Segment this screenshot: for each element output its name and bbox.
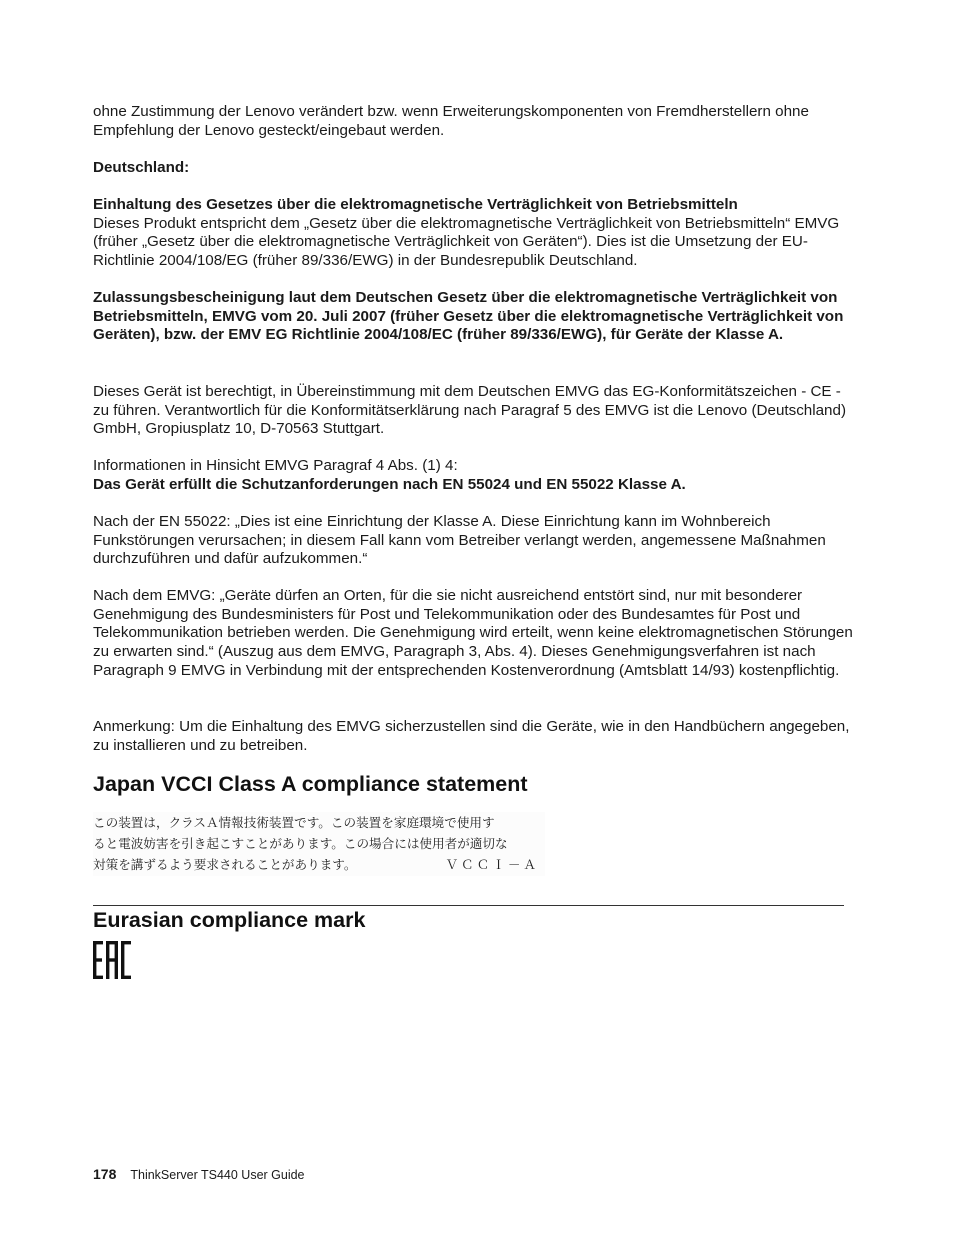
page-footer (93, 1166, 305, 1182)
zulassung-heading: Zulassungsbescheinigung laut dem Deutschen Gesetz über die elektromagnetische Verträglichkeit von Betriebsmitteln, EMVG vom 20. Juli 2007 (früher Gesetz über die elektromagnetische Verträglichkeit von Geräten), bzw. der EMV EG Richtlinie 2004/108/EC (früher 89/336/EWG), für Geräte der Klasse A. (93, 289, 844, 344)
emvg-heading: Einhaltung des Gesetzes über die elektromagnetische Verträglichkeit von Betriebsmitteln (93, 196, 738, 213)
emvg-section (93, 196, 853, 271)
deutschland-label: Deutschland: (93, 159, 190, 176)
en55022-paragraph: Nach der EN 55022: „Dies ist eine Einrichtung der Klasse A. Diese Einrichtung kann im Wohnbereich Funkstörungen verursachen; in diesem Fall kann vom Betreiber verlangt werden, angemessene Maßnahmen durchzuführen und dafür aufzukommen.“ (93, 513, 826, 568)
anmerkung-paragraph: Anmerkung: Um die Einhaltung des EMVG sicherzustellen sind die Geräte, wie in den Handbüchern angegeben, zu installieren und zu betreiben. (93, 718, 850, 754)
eurasian-heading: Eurasian compliance mark (93, 908, 366, 932)
vcci-line: この装置は，クラスＡ情報技術装置です。この装置を家庭環境で使用す (93, 815, 495, 830)
section-divider (93, 905, 844, 906)
eac-mark-icon (92, 940, 132, 980)
vcci-class-tag: ＶＣＣＩ－Ａ (445, 857, 539, 872)
info-line: Informationen in Hinsicht EMVG Paragraf 4 Abs. (1) 4: (93, 457, 458, 474)
emvg-orten-paragraph: Nach dem EMVG: „Geräte dürfen an Orten, für die sie nicht ausreichend entstört sind, nur mit besonderer Genehmigung des Bundesministers für Post und Telekommunikation oder des Bundesamtes für Post und Telekommunikation betrieben werden. Die Genehmigung wird erteilt, wenn keine elektromagnetischen Störungen zu erwarten sind.“ (Auszug aus dem EMVG, Paragraph 3, Abs. 4). Dieses Genehmigungsverfahren ist nach Paragraph 9 EMVG in Verbindung mit der entsprechenden Kostenverordnung (Amtsblatt 14/93) kostenpflichtig. (93, 587, 853, 679)
vcci-statement-image (93, 812, 545, 876)
paragraph-intro (93, 103, 853, 140)
info-section (93, 457, 853, 494)
vcci-line: 対策を講ずるよう要求されることがあります。 (93, 857, 357, 872)
vcci-line: ると電波妨害を引き起こすことがあります。この場合には使用者が適切な (93, 836, 508, 851)
intro-text: ohne Zustimmung der Lenovo verändert bzw. wenn Erweiterungskomponenten von Fremdherstellern ohne Empfehlung der Lenovo gesteckt/eingebaut werden. (93, 103, 809, 139)
page-number: 178 (93, 1166, 117, 1182)
info-bold: Das Gerät erfüllt die Schutzanforderungen nach EN 55024 und EN 55022 Klasse A. (93, 475, 686, 493)
emvg-body: Dieses Produkt entspricht dem „Gesetz über die elektromagnetische Verträglichkeit von Betriebsmitteln“ EMVG (früher „Gesetz über die elektromagnetische Verträglichkeit von Geräten“). Dies ist die Umsetzung der EU-Richtlinie 2004/108/EG (früher 89/336/EWG) in der Bundesrepublik Deutschland. (93, 214, 840, 270)
japan-vcci-heading: Japan VCCI Class A compliance statement (93, 772, 528, 796)
berechtigt-paragraph: Dieses Gerät ist berechtigt, in Übereinstimmung mit dem Deutschen EMVG das EG-Konformitätszeichen - CE - zu führen. Verantwortlich für die Konformitätserklärung nach Paragraf 5 des EMVG ist die Lenovo (Deutschland) GmbH, Gropiusplatz 10, D-70563 Stuttgart. (93, 383, 847, 438)
guide-title: ThinkServer TS440 User Guide (130, 1168, 305, 1182)
